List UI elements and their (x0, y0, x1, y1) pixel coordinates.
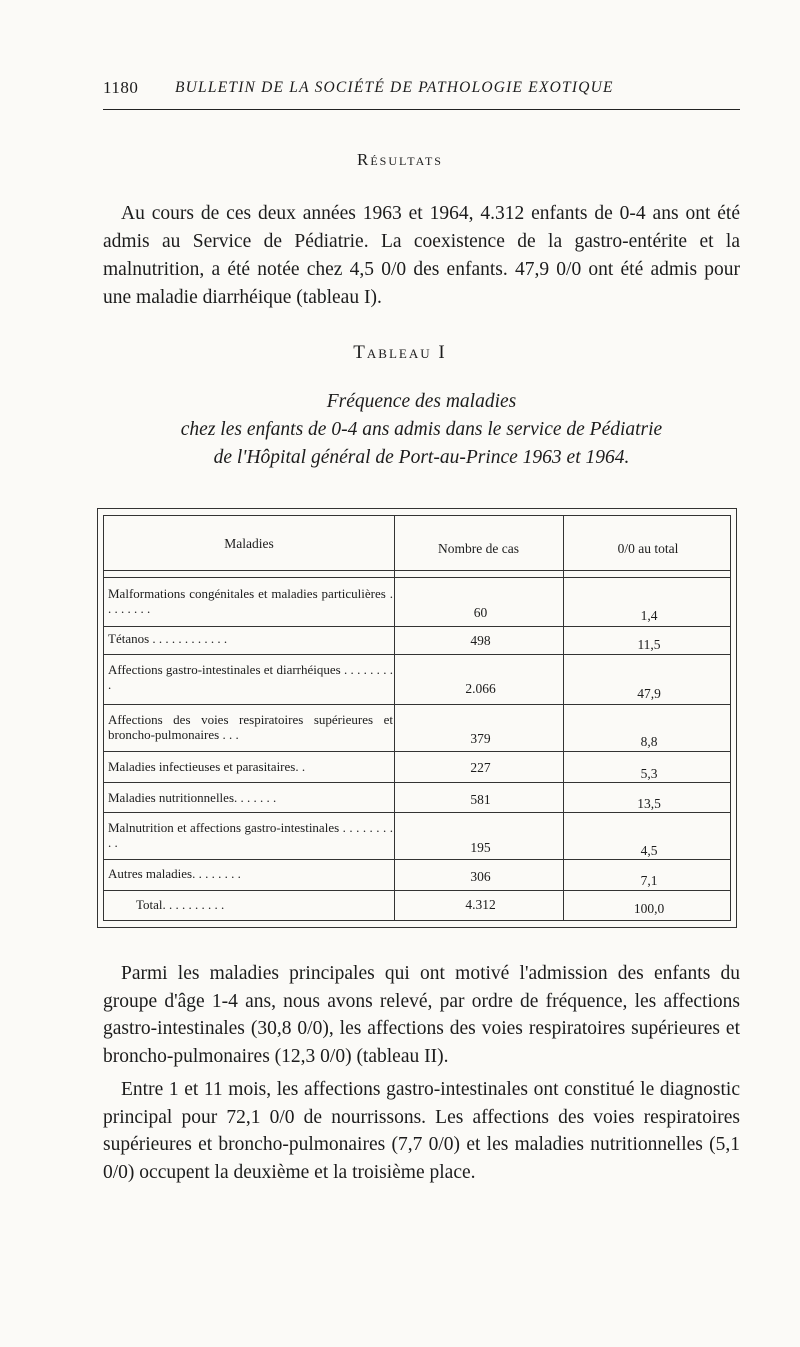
table-row-name: Autres maladies. . . . . . . . (108, 866, 241, 881)
table-row-cases: 195 (470, 840, 491, 855)
table-row-name: Maladies infectieuses et parasitaires. . (108, 759, 306, 774)
table-row-name: Malformations congénitales et maladies particulières . . . . . . . . (108, 586, 393, 616)
table-row-cases: 227 (470, 760, 491, 775)
header-nombre-de-cas: Nombre de cas (438, 541, 519, 556)
intro-paragraph (103, 200, 740, 312)
header-rule-bottom (104, 577, 730, 578)
paragraph-3-text: Entre 1 et 11 mois, les affections gastro-intestinales ont constitué le diagnostic principal pour 72,1 0/0 de nourrissons. Les affections des voies respiratoires supérieures et broncho-pulmonaires (7,7 0/0) et les maladies nutritionnelles (5,1 0/0) occupent la deuxième et la troisième place. (103, 1079, 740, 1183)
table-row-percent: 5,3 (640, 766, 658, 781)
caption-line-3: de l'Hôpital général de Port-au-Prince 1963 et 1964. (213, 447, 630, 468)
table-row-cases: 2.066 (465, 681, 496, 696)
table-total-percent: 100,0 (633, 901, 665, 916)
table-title: Tableau I (353, 342, 447, 363)
page-number: 1180 (103, 78, 139, 97)
table-row-percent: 11,5 (637, 637, 661, 652)
row-divider (104, 704, 730, 705)
table-row-name: Affections des voies respiratoires supérieures et broncho-pulmonaires . . . (108, 712, 393, 742)
row-divider (104, 859, 730, 860)
row-divider (104, 890, 730, 891)
section-title: Résultats (357, 150, 443, 169)
table-row-percent: 8,8 (640, 734, 658, 749)
table-total-cases: 4.312 (465, 897, 496, 912)
row-divider (104, 626, 730, 627)
table-row-name: Tétanos . . . . . . . . . . . . (108, 631, 228, 646)
table-row-cases: 581 (470, 792, 491, 807)
journal-title: BULLETIN DE LA SOCIÉTÉ DE PATHOLOGIE EXOTIQUE (175, 79, 614, 96)
row-divider (104, 782, 730, 783)
caption-line-1: Fréquence des maladies (326, 391, 517, 412)
row-divider (104, 751, 730, 752)
disease-frequency-table (97, 508, 737, 928)
table-row-name: Malnutrition et affections gastro-intestinales . . . . . . . . . . (108, 820, 393, 850)
table-row-name: Affections gastro-intestinales et diarrhéiques . . . . . . . . . (108, 662, 393, 692)
paragraph-2 (103, 960, 740, 1070)
table-row-percent: 7,1 (640, 873, 658, 888)
table-row-cases: 60 (473, 605, 488, 620)
header-maladies: Maladies (224, 536, 274, 551)
row-divider (104, 812, 730, 813)
table-inner-frame (103, 515, 731, 921)
table-row-percent: 4,5 (640, 843, 658, 858)
table-row-cases: 306 (470, 869, 491, 884)
table-total-label: Total. . . . . . . . . . (136, 897, 225, 912)
paragraph-3 (103, 1076, 740, 1186)
table-row-cases: 498 (470, 633, 491, 648)
table-row-name: Maladies nutritionnelles. . . . . . . (108, 790, 277, 805)
table-caption (103, 388, 740, 472)
table-row-percent: 13,5 (637, 796, 661, 811)
header-percent-total: 0/0 au total (617, 541, 679, 556)
table-row-cases: 379 (470, 731, 491, 746)
row-divider (104, 654, 730, 655)
header-rule-top (104, 570, 730, 571)
caption-line-2: chez les enfants de 0-4 ans admis dans le service de Pédiatrie (180, 419, 663, 440)
table-row-percent: 47,9 (637, 686, 661, 701)
header-rule (103, 109, 740, 110)
table-row-percent: 1,4 (640, 608, 658, 623)
paragraph-2-text: Parmi les maladies principales qui ont motivé l'admission des enfants du groupe d'âge 1-4 ans, nous avons relevé, par ordre de fréquence, les affections gastro-intestinales (30,8 0/0), les affections des voies respiratoires supérieures et broncho-pulmonaires (12,3 0/0) (tableau II). (103, 963, 740, 1067)
intro-paragraph-text: Au cours de ces deux années 1963 et 1964, 4.312 enfants de 0-4 ans ont été admis au Service de Pédiatrie. La coexistence de la gastro-entérite et la malnutrition, a été notée chez 4,5 0/0 des enfants. 47,9 0/0 ont été admis pour une maladie diarrhéique (tableau I). (103, 203, 740, 308)
running-header (103, 78, 740, 108)
